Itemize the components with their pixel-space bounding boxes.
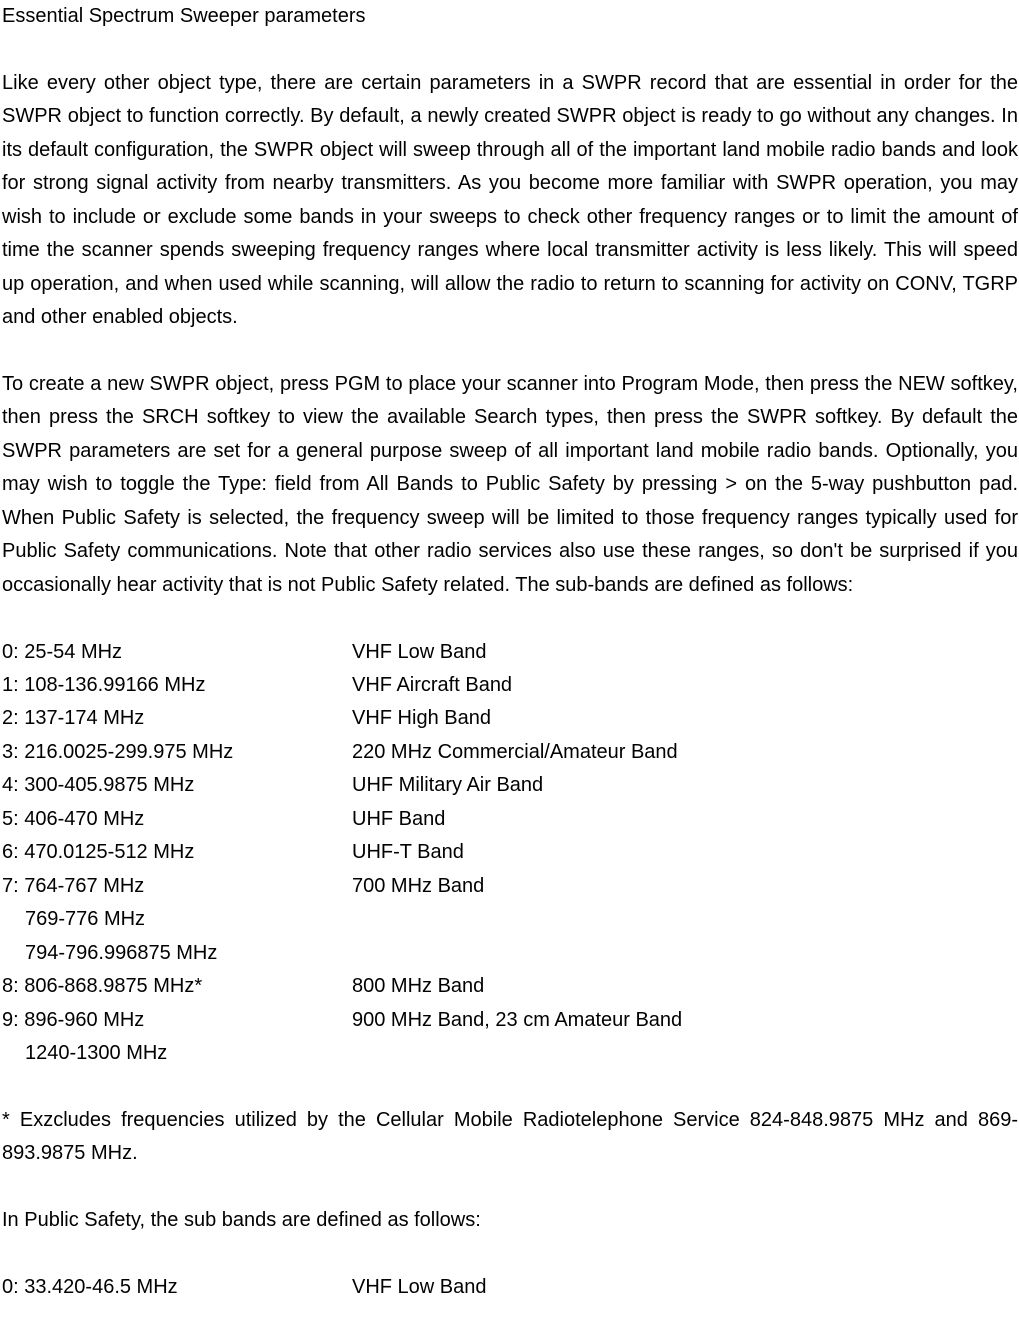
band-name: 220 MHz Commercial/Amateur Band bbox=[352, 740, 678, 763]
band-frequency-range: 5: 406-470 MHz bbox=[2, 807, 145, 830]
band-frequency-range: 0: 25-54 MHz bbox=[2, 640, 123, 663]
band-table-row bbox=[2, 769, 1018, 802]
band-name: 900 MHz Band, 23 cm Amateur Band bbox=[352, 1008, 683, 1031]
band-table-row bbox=[2, 803, 1018, 836]
all-bands-table bbox=[2, 636, 1018, 1071]
band-frequency-range: 9: 896-960 MHz bbox=[2, 1008, 145, 1031]
band-table-row bbox=[2, 669, 1018, 702]
band-frequency-range: 2: 137-174 MHz bbox=[2, 707, 145, 730]
band-name: VHF Low Band bbox=[352, 1276, 487, 1299]
public-safety-intro: In Public Safety, the sub bands are defined as follows: bbox=[2, 1209, 481, 1232]
band-table-row bbox=[2, 970, 1018, 1003]
band-table-row bbox=[2, 702, 1018, 735]
band-frequency-range: 1240-1300 MHz bbox=[25, 1042, 168, 1064]
band-name: UHF Military Air Band bbox=[352, 774, 544, 797]
band-frequency-range: 6: 470.0125-512 MHz bbox=[2, 841, 195, 864]
band-table-row bbox=[2, 1004, 1018, 1037]
howto-paragraph: To create a new SWPR object, press PGM to place your scanner into Program Mode, then press the NEW softkey, then press the SRCH softkey to view the available Search types, then press the SWPR softkey. By default the SWPR parameters are set for a general purpose sweep of all important land mobile radio bands. Optionally, you may wish to toggle the Type: field from All Bands to Public Safety by pressing > on the 5-way pushbutton pad. When Public Safety is selected, the frequency sweep will be limited to those frequency ranges typically used for Public Safety communications. Note that other radio services also use these ranges, so don't be surprised if you occasionally hear activity that is not Public Safety related. The sub-bands are defined as follows: bbox=[2, 372, 1018, 596]
band-frequency-range: 8: 806-868.9875 MHz* bbox=[2, 975, 203, 998]
band-frequency-range: 7: 764-767 MHz bbox=[2, 874, 145, 897]
band-frequency-range: 0: 33.420-46.5 MHz bbox=[2, 1276, 178, 1299]
band-name: 800 MHz Band bbox=[352, 975, 485, 998]
band-table-row bbox=[2, 836, 1018, 869]
band-name: UHF Band bbox=[352, 807, 446, 830]
band-frequency-range: 794-796.996875 MHz bbox=[25, 941, 218, 964]
band-table-row bbox=[2, 1037, 1018, 1070]
band-frequency-range: 1: 108-136.99166 MHz bbox=[2, 674, 206, 697]
band-table-row bbox=[2, 937, 1018, 970]
band-frequency-range: 3: 216.0025-299.975 MHz bbox=[2, 740, 234, 763]
band-frequency-range: 769-776 MHz bbox=[25, 908, 146, 931]
band-name: 700 MHz Band bbox=[352, 874, 485, 897]
intro-paragraph: Like every other object type, there are certain parameters in a SWPR record that are essential in order for the SWPR object to function correctly. By default, a newly created SWPR object is ready to go without any changes. In its default configuration, the SWPR object will sweep through all of the important land mobile radio bands and look for strong signal activity from nearby transmitters. As you become more familiar with SWPR operation, you may wish to include or exclude some bands in your sweeps to check other frequency ranges or to limit the amount of time the scanner spends sweeping frequency ranges where local transmitter activity is less likely. This will speed up operation, and when used while scanning, will allow the radio to return to scanning for activity on CONV, TGRP and other enabled objects. bbox=[2, 71, 1018, 329]
band-table-row bbox=[2, 870, 1018, 903]
band-name: VHF High Band bbox=[352, 707, 491, 730]
band-table-row bbox=[2, 636, 1018, 669]
band-name: VHF Aircraft Band bbox=[352, 674, 513, 697]
band-frequency-range: 4: 300-405.9875 MHz bbox=[2, 774, 195, 797]
band-name: UHF-T Band bbox=[352, 841, 464, 864]
page-title: Essential Spectrum Sweeper parameters bbox=[2, 5, 366, 27]
band-name: VHF Low Band bbox=[352, 640, 487, 663]
band-table-row bbox=[2, 736, 1018, 769]
band-table-row bbox=[2, 1271, 1018, 1304]
public-safety-bands-table bbox=[2, 1271, 1018, 1304]
cellular-exclusion-footnote: * Exzcludes frequencies utilized by the Cellular Mobile Radiotelephone Service 824-848.9875 MHz and 869-893.9875 MHz. bbox=[2, 1108, 1018, 1165]
band-table-row bbox=[2, 903, 1018, 936]
